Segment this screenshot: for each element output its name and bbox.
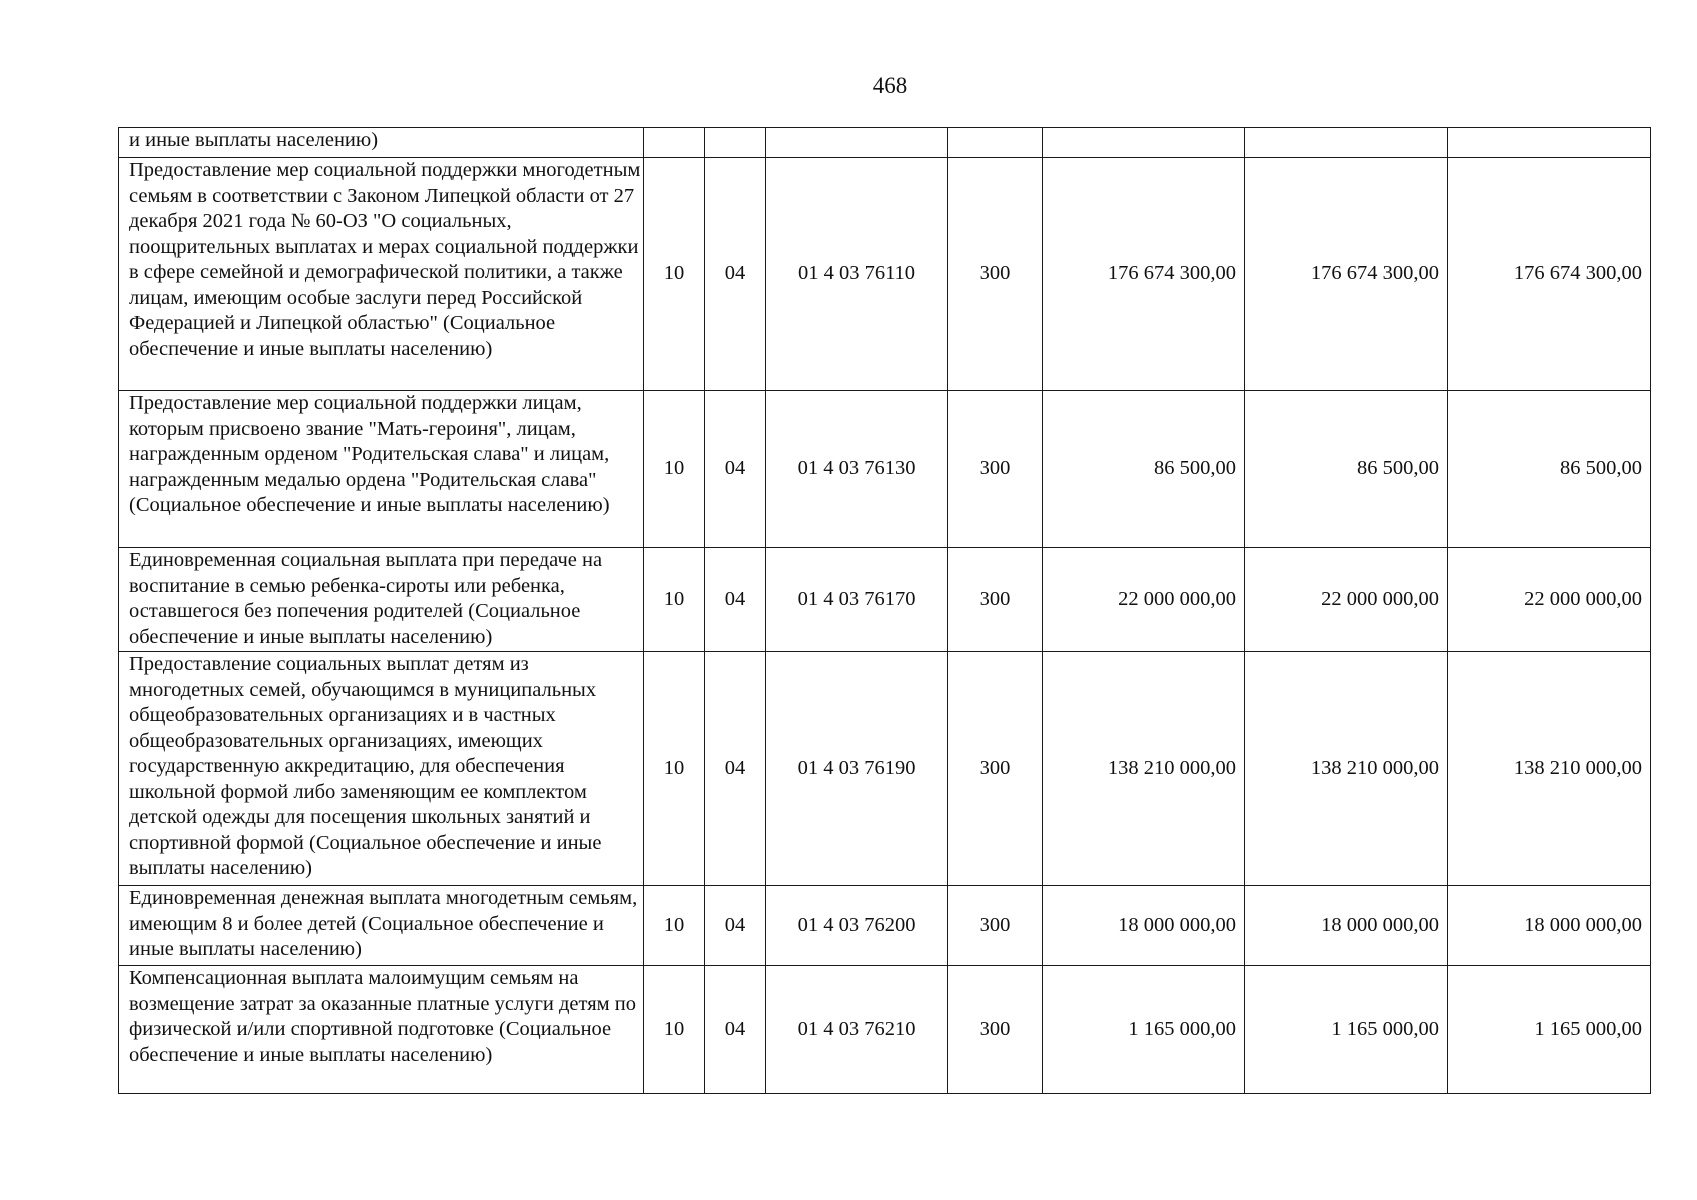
row-target-article: 01 4 03 76170 (766, 548, 948, 652)
row-amount-2: 176 674 300,00 (1245, 158, 1448, 391)
row-subsection: 04 (705, 391, 766, 548)
row-subsection: 04 (705, 966, 766, 1094)
table-row (119, 652, 1651, 886)
row-description: Единовременная денежная выплата многодетным семьям, имеющим 8 и более детей (Социальное обеспечение и иные выплаты населению) (119, 886, 644, 966)
row-target-article: 01 4 03 76210 (766, 966, 948, 1094)
row-amount-3: 1 165 000,00 (1448, 966, 1651, 1094)
row-expense-type: 300 (948, 886, 1043, 966)
page-number: 468 (872, 73, 908, 98)
row-description: и иные выплаты населению) (119, 128, 644, 158)
budget-table (118, 127, 1651, 1094)
row-amount-1: 22 000 000,00 (1043, 548, 1245, 652)
row-amount-1: 176 674 300,00 (1043, 158, 1245, 391)
row-subsection: 04 (705, 652, 766, 886)
row-description: Предоставление мер социальной поддержки лицам, которым присвоено звание "Мать-героиня", лицам, награжденным орденом "Родительская слава" и лицам, награжденным медалью ордена "Родительская слава" (Социальное обеспечение и иные выплаты населению) (119, 391, 644, 548)
table-row (119, 391, 1651, 548)
row-expense-type: 300 (948, 391, 1043, 548)
row-amount-3 (1448, 128, 1651, 158)
row-target-article: 01 4 03 76130 (766, 391, 948, 548)
row-amount-3: 138 210 000,00 (1448, 652, 1651, 886)
row-amount-2: 138 210 000,00 (1245, 652, 1448, 886)
row-amount-2: 18 000 000,00 (1245, 886, 1448, 966)
row-target-article: 01 4 03 76200 (766, 886, 948, 966)
row-amount-1: 86 500,00 (1043, 391, 1245, 548)
row-section: 10 (644, 652, 705, 886)
row-section: 10 (644, 886, 705, 966)
row-amount-1: 18 000 000,00 (1043, 886, 1245, 966)
row-section: 10 (644, 548, 705, 652)
row-amount-1 (1043, 128, 1245, 158)
row-amount-1: 1 165 000,00 (1043, 966, 1245, 1094)
row-amount-2: 86 500,00 (1245, 391, 1448, 548)
row-amount-3: 86 500,00 (1448, 391, 1651, 548)
row-amount-3: 22 000 000,00 (1448, 548, 1651, 652)
row-subsection: 04 (705, 886, 766, 966)
row-expense-type: 300 (948, 652, 1043, 886)
row-section: 10 (644, 966, 705, 1094)
row-section (644, 128, 705, 158)
row-subsection: 04 (705, 158, 766, 391)
row-amount-2 (1245, 128, 1448, 158)
row-expense-type: 300 (948, 158, 1043, 391)
table-row (119, 548, 1651, 652)
row-description: Предоставление мер социальной поддержки многодетным семьям в соответствии с Законом Липецкой области от 27 декабря 2021 года № 60-ОЗ "О социальных, поощрительных выплатах и мерах социальной поддержки в сфере семейной и демографической политики, а также лицам, имеющим особые заслуги перед Российской Федерацией и Липецкой областью" (Социальное обеспечение и иные выплаты населению) (119, 158, 644, 391)
row-amount-1: 138 210 000,00 (1043, 652, 1245, 886)
row-expense-type: 300 (948, 966, 1043, 1094)
row-description: Единовременная социальная выплата при передаче на воспитание в семью ребенка-сироты или ребенка, оставшегося без попечения родителей (Социальное обеспечение и иные выплаты населению) (119, 548, 644, 652)
row-expense-type (948, 128, 1043, 158)
row-section: 10 (644, 391, 705, 548)
row-description: Компенсационная выплата малоимущим семьям на возмещение затрат за оказанные платные услуги детям по физической и/или спортивной подготовке (Социальное обеспечение и иные выплаты населению) (119, 966, 644, 1094)
row-subsection (705, 128, 766, 158)
row-expense-type: 300 (948, 548, 1043, 652)
row-subsection: 04 (705, 548, 766, 652)
row-target-article: 01 4 03 76110 (766, 158, 948, 391)
row-section: 10 (644, 158, 705, 391)
table-row (119, 158, 1651, 391)
table-row (119, 966, 1651, 1094)
row-target-article: 01 4 03 76190 (766, 652, 948, 886)
row-target-article (766, 128, 948, 158)
row-amount-2: 22 000 000,00 (1245, 548, 1448, 652)
table-row (119, 128, 1651, 158)
row-description: Предоставление социальных выплат детям из многодетных семей, обучающимся в муниципальных общеобразовательных организациях и в частных общеобразовательных организациях, имеющих государственную аккредитацию, для обеспечения школьной формой либо заменяющим ее комплектом детской одежды для посещения школьных занятий и спортивной формой (Социальное обеспечение и иные выплаты населению) (119, 652, 644, 886)
row-amount-3: 18 000 000,00 (1448, 886, 1651, 966)
row-amount-3: 176 674 300,00 (1448, 158, 1651, 391)
table-row (119, 886, 1651, 966)
row-amount-2: 1 165 000,00 (1245, 966, 1448, 1094)
